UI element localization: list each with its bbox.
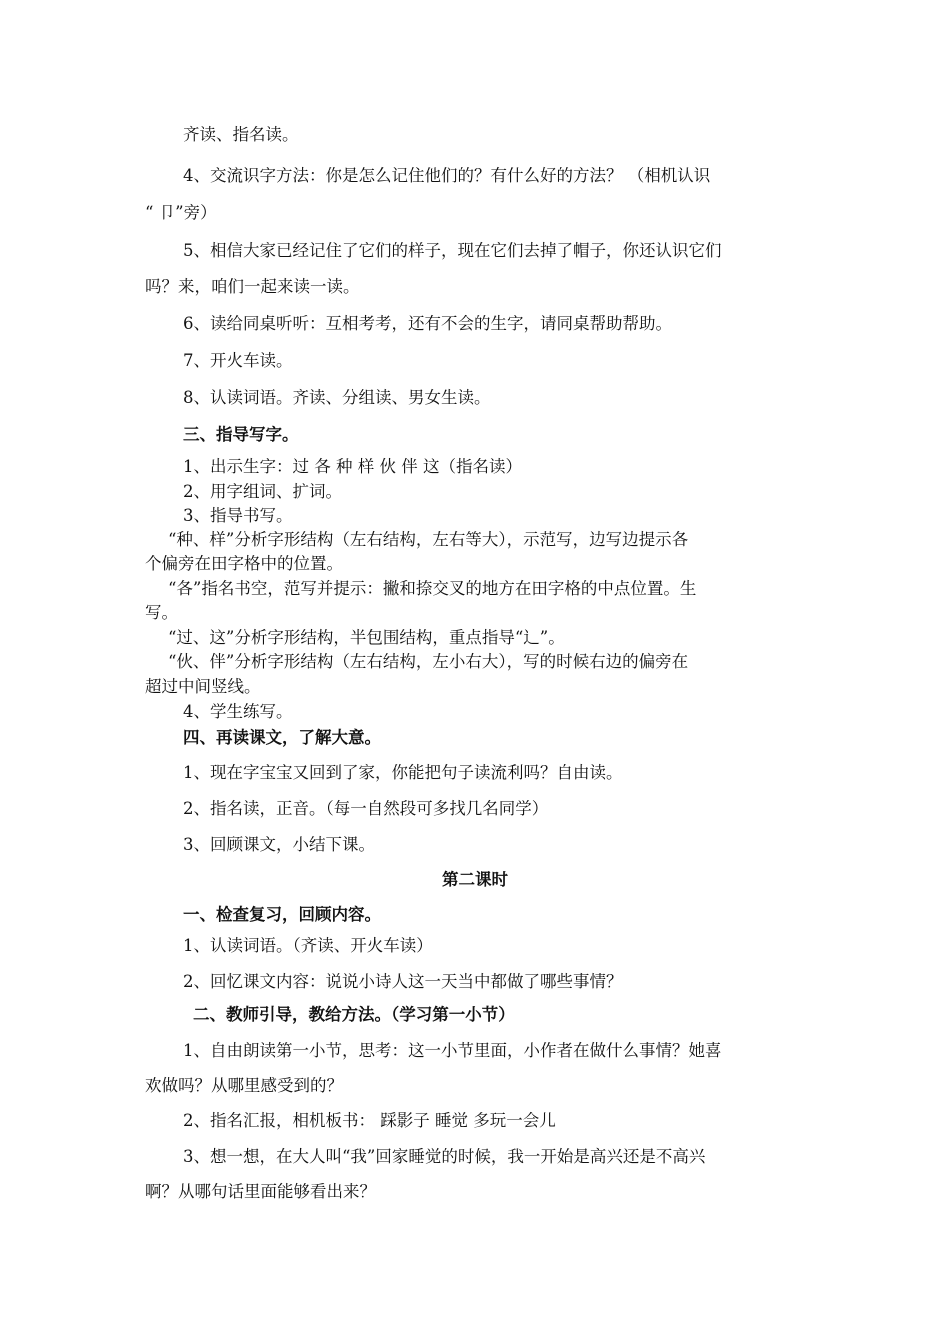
text-line: 7、开火车读。 xyxy=(183,351,293,370)
text-line: 1、现在字宝宝又回到了家，你能把句子读流利吗？自由读。 xyxy=(183,763,623,782)
text-line: 5、相信大家已经记住了它们的样子，现在它们去掉了帽子，你还认识它们 xyxy=(183,241,722,260)
text-line: 3、指导书写。 xyxy=(183,506,293,525)
text-line: 4、交流识字方法：你是怎么记住他们的？有什么好的方法？ （相机认识 xyxy=(183,166,711,185)
text-line: 1、认读词语。（齐读、开火车读） xyxy=(183,936,433,955)
text-line: 3、想一想，在大人叫“我”回家睡觉的时候，我一开始是高兴还是不高兴 xyxy=(183,1147,706,1166)
text-line: 1、自由朗读第一小节，思考：这一小节里面，小作者在做什么事情？她喜 xyxy=(183,1041,722,1060)
text-line: 吗？来，咱们一起来读一读。 xyxy=(145,277,360,296)
text-line: “种、样”分析字形结构（左右结构，左右等大），示范写，边写边提示各 xyxy=(168,530,689,549)
section-heading: 四、再读课文，了解大意。 xyxy=(183,728,381,747)
text-line: “伙、伴”分析字形结构（左右结构，左小右大），写的时候右边的偏旁在 xyxy=(168,652,689,671)
text-line: 2、指名汇报，相机板书： 踩影子 睡觉 多玩一会儿 xyxy=(183,1111,556,1130)
text-line: 8、认读词语。齐读、分组读、男女生读。 xyxy=(183,388,491,407)
text-line: 个偏旁在田字格中的位置。 xyxy=(145,554,343,573)
text-line: 3、回顾课文，小结下课。 xyxy=(183,835,375,854)
text-line: 1、出示生字：过 各 种 样 伙 伴 这（指名读） xyxy=(183,457,522,476)
section-heading: 三、指导写字。 xyxy=(183,425,299,444)
lesson-title: 第二课时 xyxy=(442,870,508,889)
text-line: “各”指名书空，范写并提示：撇和捺交叉的地方在田字格的中点位置。生 xyxy=(168,579,697,598)
text-line: “ 卩”旁） xyxy=(145,203,217,222)
text-line: 2、回忆课文内容：说说小诗人这一天当中都做了哪些事情？ xyxy=(183,972,623,991)
text-line: 4、学生练写。 xyxy=(183,702,293,721)
text-line: 2、指名读，正音。（每一自然段可多找几名同学） xyxy=(183,799,549,818)
text-line: 啊？从哪句话里面能够看出来？ xyxy=(145,1182,376,1201)
text-line: 2、用字组词、扩词。 xyxy=(183,482,342,501)
text-line: 6、读给同桌听听：互相考考，还有不会的生字，请同桌帮助帮助。 xyxy=(183,314,672,333)
section-heading: 一、检查复习，回顾内容。 xyxy=(183,905,381,924)
section-heading: 二、教师引导，教给方法。（学习第一小节） xyxy=(193,1005,515,1024)
text-line: 欢做吗？从哪里感受到的？ xyxy=(145,1076,343,1095)
text-line: 超过中间竖线。 xyxy=(145,677,261,696)
text-line: “过、这”分析字形结构，半包围结构，重点指导“辶”。 xyxy=(168,628,565,647)
text-line: 写。 xyxy=(145,603,178,622)
text-line: 齐读、指名读。 xyxy=(183,125,299,144)
